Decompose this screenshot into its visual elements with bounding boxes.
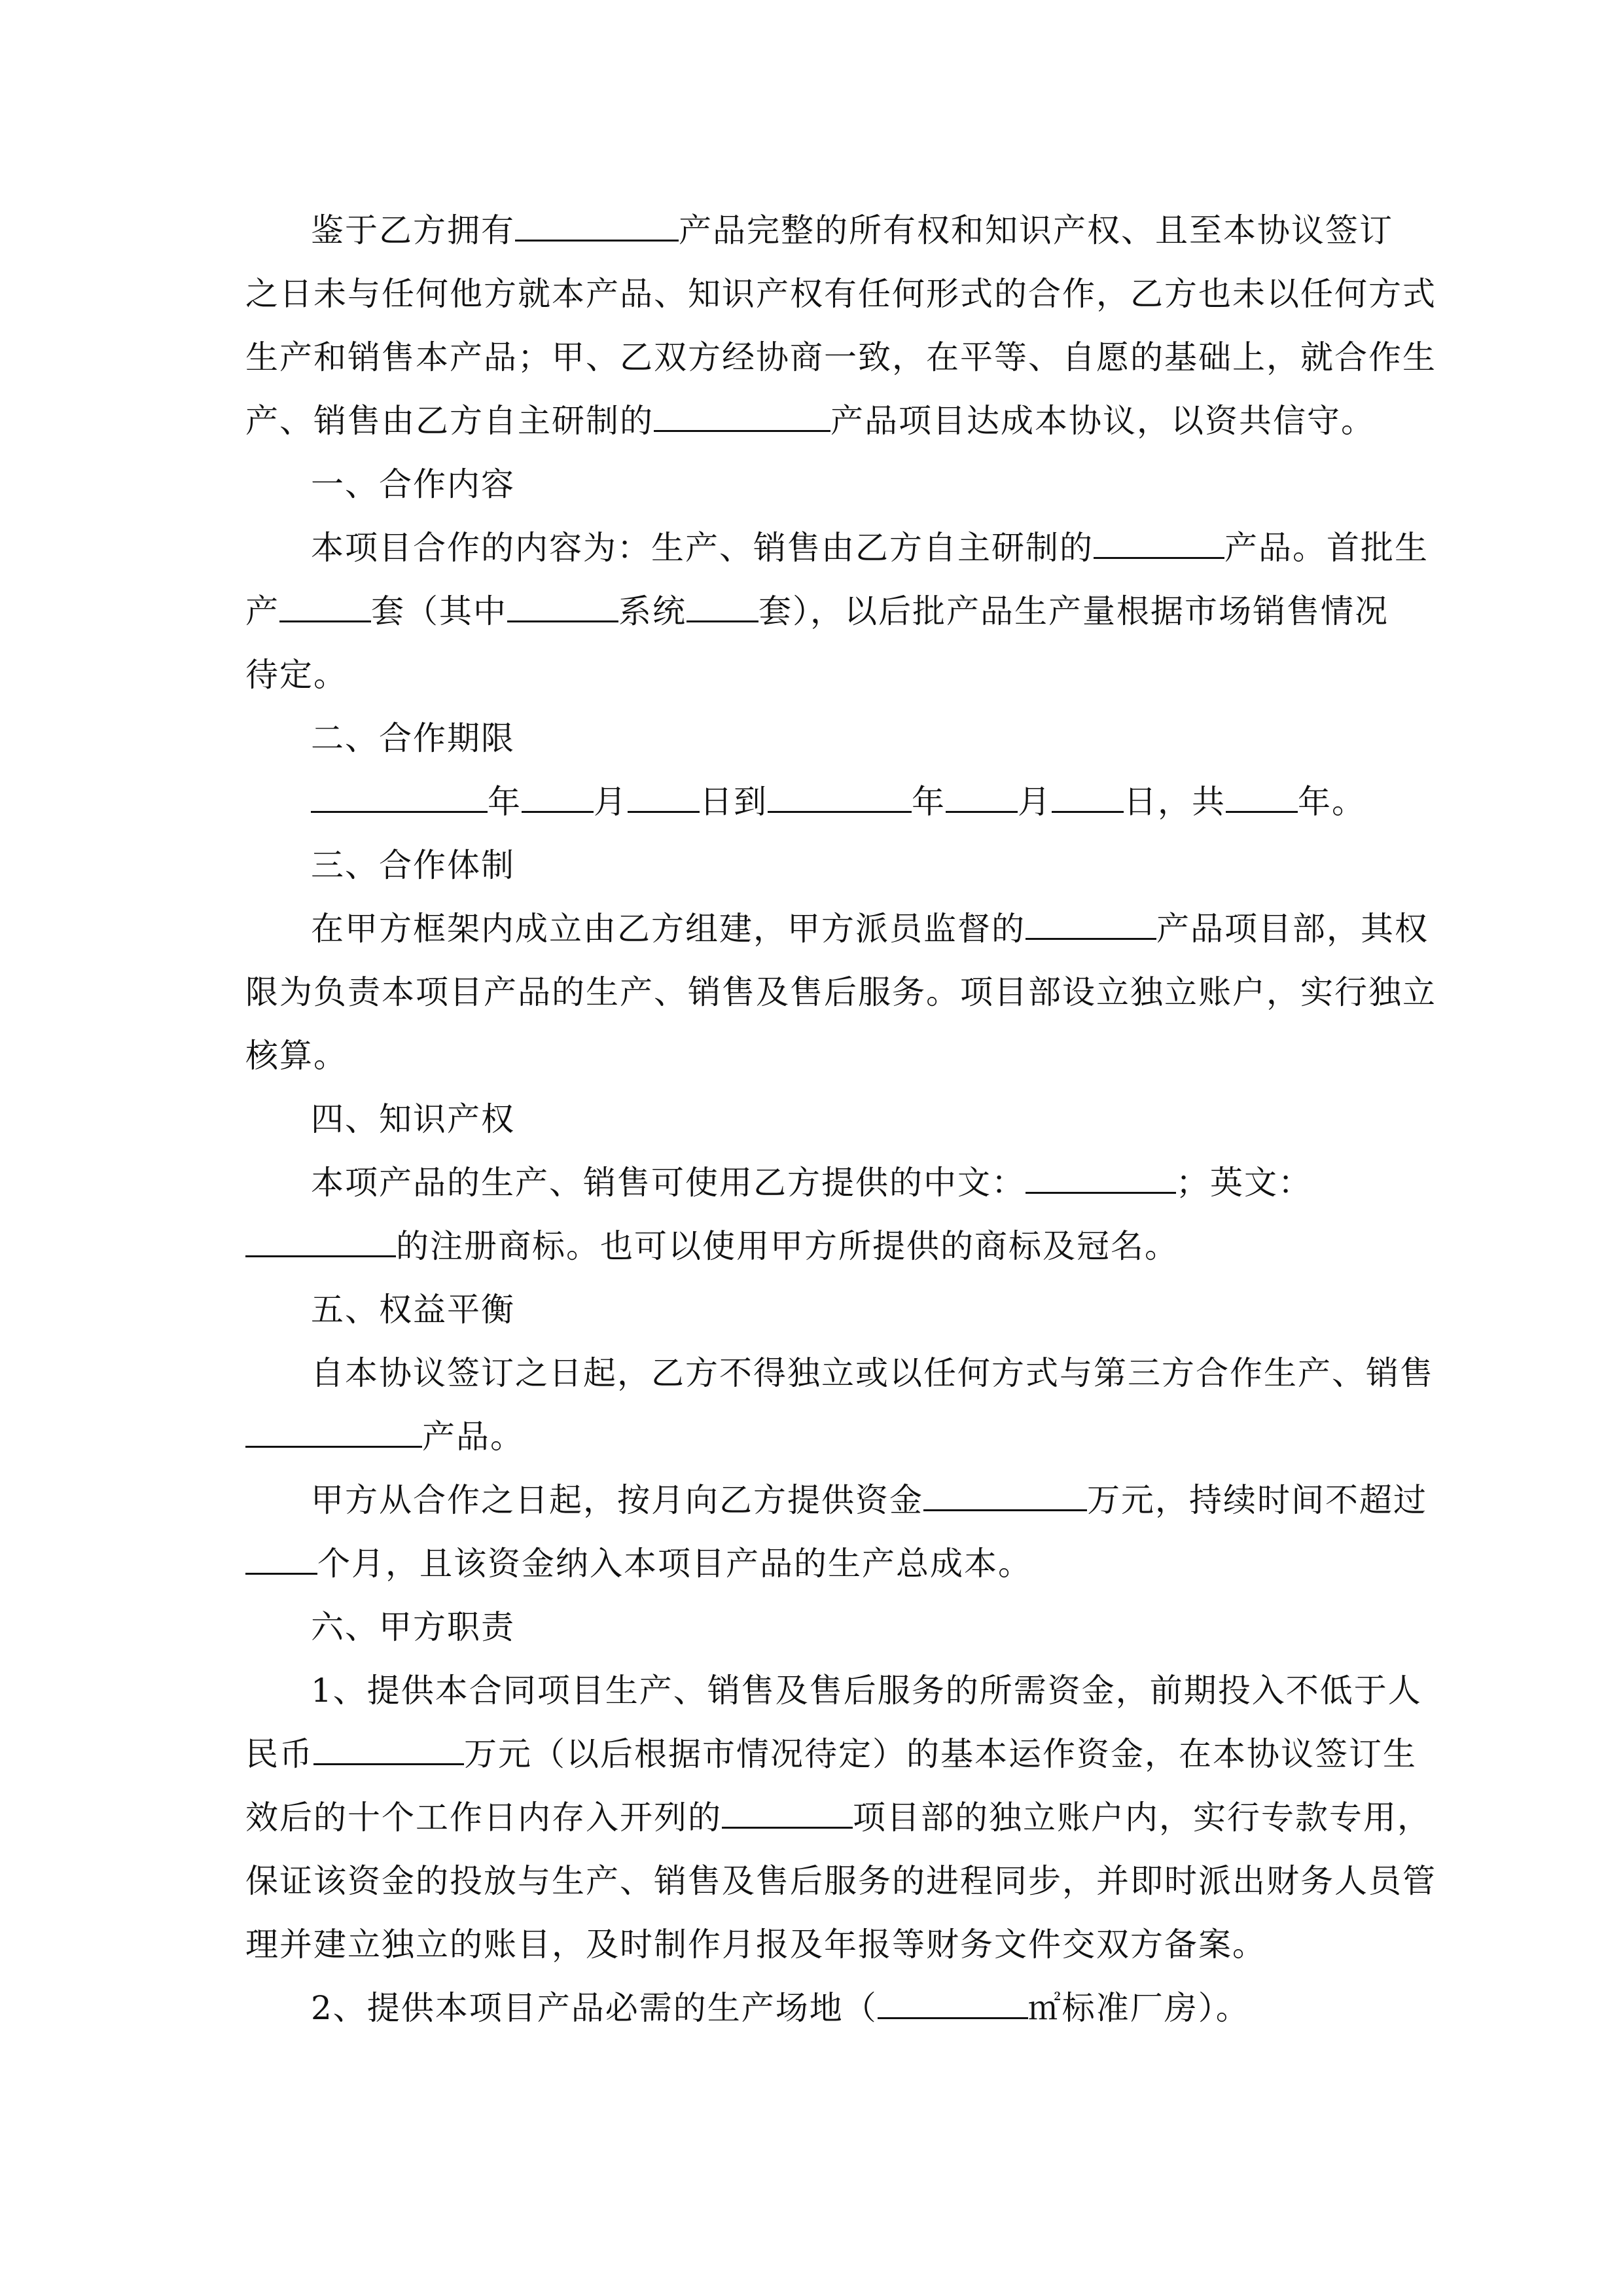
blank-field[interactable] <box>245 1225 396 1258</box>
blank-field[interactable] <box>1094 526 1224 560</box>
blank-field[interactable] <box>311 780 488 814</box>
paragraph-line: 1、提供本合同项目生产、销售及售后服务的所需资金，前期投入不低于人 <box>311 1672 1422 1710</box>
paragraph-line: 个月，且该资金纳入本项目产品的生产总成本。 <box>245 1532 1381 1596</box>
paragraph-line: 民币 万元（以后根据市情况待定）的基本运作资金，在本协议签订生 <box>245 1722 1381 1786</box>
blank-field[interactable] <box>1226 780 1298 814</box>
blank-field[interactable] <box>946 780 1018 814</box>
preamble-line-2: 之日未与任何他方就本产品、知识产权有任何形式的合作，乙方也未以任何方式 <box>245 275 1436 313</box>
paragraph-line: 产品。 <box>245 1405 1381 1469</box>
blank-field[interactable] <box>923 1479 1087 1512</box>
blank-field[interactable] <box>654 399 830 433</box>
blank-field[interactable] <box>313 1732 464 1766</box>
preamble-line-4: 产、销售由乙方自主研制的 产品项目达成本协议，以资共信守。 <box>245 389 1381 453</box>
date-range-line: 年 月 日到 年 月 日，共 年。 <box>311 770 1446 834</box>
blank-field[interactable] <box>245 1542 317 1575</box>
blank-field[interactable] <box>878 1986 1028 2020</box>
blank-field[interactable] <box>515 209 679 242</box>
blank-field[interactable] <box>628 780 700 814</box>
blank-field[interactable] <box>1026 907 1156 941</box>
preamble-line-3: 生产和销售本产品；甲、乙双方经协商一致，在平等、自愿的基础上，就合作生 <box>245 338 1436 376</box>
section-heading: 五、权益平衡 <box>311 1291 515 1329</box>
paragraph-line: 自本协议签订之日起，乙方不得独立或以任何方式与第三方合作生产、销售 <box>311 1354 1434 1392</box>
paragraph-line: 甲方从合作之日起，按月向乙方提供资金 万元，持续时间不超过 <box>311 1468 1446 1532</box>
paragraph-line: 理并建立独立的账目，及时制作月报及年报等财务文件交双方备案。 <box>245 1926 1266 1964</box>
blank-field[interactable] <box>279 590 371 623</box>
blank-field[interactable] <box>722 1796 853 1829</box>
section-heading: 四、知识产权 <box>311 1100 515 1138</box>
blank-field[interactable] <box>768 780 912 814</box>
paragraph-line: 核算。 <box>245 1037 348 1075</box>
paragraph-line: 的注册商标。也可以使用甲方所提供的商标及冠名。 <box>245 1214 1381 1278</box>
paragraph-line: 保证该资金的投放与生产、销售及售后服务的进程同步，并即时派出财务人员管 <box>245 1862 1436 1900</box>
section-heading: 三、合作体制 <box>311 846 515 884</box>
paragraph-line: 在甲方框架内成立由乙方组建，甲方派员监督的 产品项目部，其权 <box>311 897 1446 961</box>
blank-field[interactable] <box>522 780 594 814</box>
blank-field[interactable] <box>687 590 758 623</box>
paragraph-line: 限为负责本项目产品的生产、销售及售后服务。项目部设立独立账户，实行独立 <box>245 973 1436 1011</box>
section-heading: 二、合作期限 <box>311 719 515 757</box>
section-heading: 六、甲方职责 <box>311 1608 515 1646</box>
blank-field[interactable] <box>1026 1161 1176 1194</box>
paragraph-line: 本项产品的生产、销售可使用乙方提供的中文： ；英文： <box>311 1151 1446 1215</box>
section-heading: 一、合作内容 <box>311 465 515 503</box>
preamble-line-1: 鉴于乙方拥有 产品完整的所有权和知识产权、且至本协议签订 <box>311 198 1446 262</box>
blank-field[interactable] <box>245 1415 422 1448</box>
paragraph-line: 2、提供本项目产品必需的生产场地（ ㎡标准厂房）。 <box>311 1976 1446 2040</box>
paragraph-line: 待定。 <box>245 656 348 694</box>
blank-field[interactable] <box>1052 780 1124 814</box>
blank-field[interactable] <box>507 590 618 623</box>
paragraph-line: 产 套（其中 系统 套），以后批产品生产量根据市场销售情况 <box>245 579 1381 643</box>
paragraph-line: 本项目合作的内容为：生产、销售由乙方自主研制的 产品。首批生 <box>311 516 1446 580</box>
paragraph-line: 效后的十个工作日内存入开列的 项目部的独立账户内，实行专款专用， <box>245 1785 1381 1850</box>
